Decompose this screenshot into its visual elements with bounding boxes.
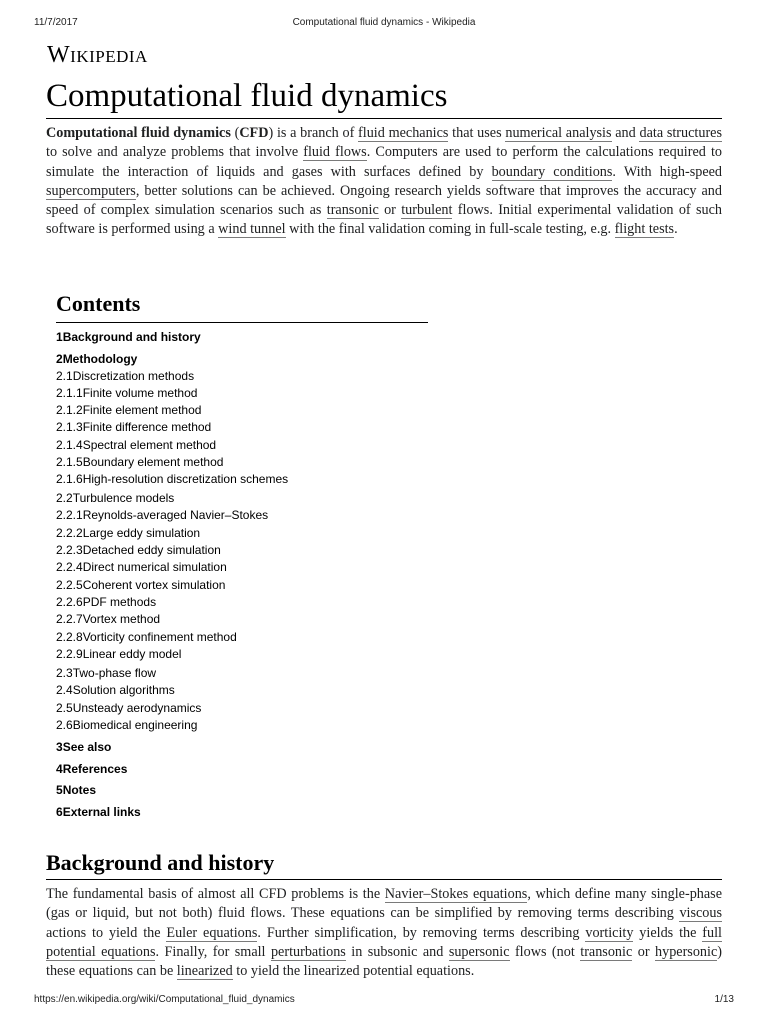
link-transonic[interactable]: transonic [326,202,379,219]
toc-link[interactable]: Boundary element method [82,455,224,470]
history-text: yields the [633,924,703,941]
toc-row[interactable] [56,559,428,576]
toc-link[interactable]: Linear eddy model [82,646,182,661]
toc-title: Contents [56,290,428,323]
toc-number: 2.1.1 [56,385,83,400]
toc-number: 2.6 [56,718,73,733]
toc-item-2-2-5 [56,577,428,594]
toc-number: 2.1.3 [56,420,83,435]
intro-text: with the final validation coming in full-scale testing, e.g. [285,221,615,238]
toc-link[interactable]: Notes [62,783,97,798]
link-flight-tests[interactable]: flight tests [614,221,675,238]
toc-link[interactable]: External links [62,804,141,819]
link-hypersonic[interactable]: hypersonic [655,943,718,960]
toc-sublist [56,385,428,489]
intro-paragraph [46,124,722,240]
toc-link[interactable]: Coherent vortex simulation [82,577,226,592]
toc-link[interactable]: Discretization methods [72,368,195,383]
link-euler-equations[interactable]: Euler equations [166,924,258,941]
toc-link[interactable]: Finite difference method [82,420,212,435]
toc-row[interactable] [56,665,428,682]
toc-item-2-2-6 [56,594,428,611]
link-full-potential-equations[interactable]: full potential equations [46,924,722,960]
link-wind-tunnel[interactable]: wind tunnel [218,221,286,238]
link-transonic-2[interactable]: transonic [580,943,633,960]
intro-text: . Computers are used to perform the calculations required to simulate the interaction of liquids and gases with surfaces defined by [46,144,722,180]
toc-number: 2.2.4 [56,560,83,575]
toc-number: 2.2.9 [56,646,83,661]
link-data-structures[interactable]: data structures [639,125,723,141]
toc-sublist [56,368,428,735]
toc-item-2-2-2 [56,525,428,542]
toc-row[interactable] [56,682,428,699]
toc-row[interactable] [56,629,428,646]
link-vorticity[interactable]: vorticity [585,924,634,941]
toc-item-3 [56,738,428,756]
print-header [34,17,734,31]
toc-number: 2.1.6 [56,472,83,487]
intro-term: Computational fluid dynamics [46,125,231,141]
intro-text: flows. Initial experimental validation of such software is performed using a [46,202,722,238]
toc-number: 2.1.2 [56,403,83,418]
toc-row[interactable] [56,385,428,402]
history-text: ) these equations can be [46,943,722,980]
toc-link[interactable]: Turbulence models [72,491,175,506]
intro-text: that uses [448,125,506,141]
toc-item-1 [56,328,428,346]
link-numerical-analysis[interactable]: numerical analysis [505,125,612,141]
toc-item-2-1-2 [56,402,428,419]
section-heading-background: Background and history [46,849,722,880]
toc-row[interactable] [56,781,428,799]
toc-item-2-1-1 [56,385,428,402]
intro-text: ( [230,125,240,141]
toc-number: 2.2.3 [56,543,83,558]
toc-item-2-1-3 [56,419,428,436]
toc-link[interactable]: Vorticity confinement method [82,629,237,644]
toc-number: 4 [56,761,63,776]
link-perturbations[interactable]: perturbations [270,943,346,960]
link-supercomputers[interactable]: supercomputers [46,182,136,199]
print-footer [34,994,734,1008]
toc-number: 1 [56,330,63,344]
toc-row[interactable] [56,700,428,717]
toc-number: 2.2.7 [56,612,83,627]
toc-item-2-5 [56,700,428,717]
toc-link[interactable]: Direct numerical simulation [82,560,227,575]
toc-item-2-2-7 [56,611,428,628]
toc-link[interactable]: Finite volume method [82,385,198,400]
toc-link[interactable]: Solution algorithms [72,683,175,698]
intro-abbrev: CFD [239,125,269,141]
toc-number: 2.4 [56,683,73,698]
toc-item-2-2-1 [56,507,428,524]
toc-row[interactable] [56,577,428,594]
toc-number: 2.1 [56,368,73,383]
print-date: 11/7/2017 [34,17,78,28]
intro-text: . With high-speed [612,163,723,180]
history-text: . Further simplification, by removing terms describing [257,924,586,941]
toc-row[interactable] [56,646,428,663]
link-turbulent[interactable]: turbulent [401,202,453,219]
toc-item-2-1-5 [56,454,428,471]
toc-number: 2.5 [56,700,73,715]
history-text: The fundamental basis of almost all CFD problems is the [46,886,385,902]
toc-row[interactable] [56,738,428,756]
intro-text: or [378,202,402,219]
toc-row[interactable] [56,419,428,436]
toc-number: 5 [56,783,63,798]
toc-link[interactable]: Large eddy simulation [82,525,201,540]
toc-sublist [56,507,428,663]
toc-row[interactable] [56,490,428,507]
toc-number: 2.2.5 [56,577,83,592]
toc-number: 2.2.2 [56,525,83,540]
toc-row[interactable] [56,803,428,821]
table-of-contents [56,290,428,821]
history-text: actions to yield the [46,924,167,941]
link-viscous[interactable]: viscous [679,905,722,922]
toc-item-2-2-3 [56,542,428,559]
print-page-number: 1/13 [714,994,734,1005]
toc-link[interactable]: High-resolution discretization schemes [82,472,289,487]
toc-link[interactable]: Methodology [62,351,138,366]
print-url: https://en.wikipedia.org/wiki/Computational_fluid_dynamics [34,994,295,1005]
history-text: flows (not [509,943,581,960]
toc-item-2-3 [56,665,428,682]
intro-text: , better solutions can be achieved. Ongoing research yields software that improves the accuracy and speed of complex simulation scenarios such as [46,182,722,219]
toc-row[interactable] [56,717,428,734]
toc-number: 2.3 [56,666,73,681]
link-linearized[interactable]: linearized [176,963,233,980]
toc-link[interactable]: Finite element method [82,403,202,418]
toc-number: 2.1.4 [56,437,83,452]
link-fluid-mechanics[interactable]: fluid mechanics [358,125,449,141]
intro-text: to solve and analyze problems that involve [46,144,304,161]
link-navier-stokes[interactable]: Navier–Stokes equations [384,886,528,902]
print-page-title: Computational fluid dynamics - Wikipedia [292,17,476,28]
toc-row[interactable] [56,328,428,346]
toc-row[interactable] [56,437,428,454]
intro-text: and [611,125,640,141]
history-text: to yield the linearized potential equations. [232,963,475,980]
toc-link[interactable]: PDF methods [82,594,157,609]
history-text: in subsonic and [345,943,449,960]
toc-number: 3 [56,739,63,754]
toc-number: 2 [56,351,63,366]
toc-row[interactable] [56,507,428,524]
toc-number: 2.2.1 [56,508,83,523]
history-text: or [632,943,655,960]
toc-link[interactable]: Two-phase flow [72,666,157,681]
toc-item-6 [56,803,428,821]
toc-row[interactable] [56,368,428,385]
toc-link[interactable]: Vortex method [82,612,161,627]
toc-number: 2.1.5 [56,455,83,470]
toc-item-2 [56,350,428,735]
toc-row[interactable] [56,611,428,628]
toc-item-5 [56,781,428,799]
link-supersonic[interactable]: supersonic [448,943,510,960]
toc-item-4 [56,760,428,778]
toc-link[interactable]: Biomedical engineering [72,718,198,733]
toc-item-2-6 [56,717,428,734]
toc-row[interactable] [56,760,428,778]
toc-row[interactable] [56,525,428,542]
toc-item-2-2 [56,490,428,663]
toc-number: 2.2 [56,491,73,506]
toc-link[interactable]: Reynolds-averaged Navier–Stokes [82,508,269,523]
article-title: Computational fluid dynamics [46,76,722,119]
toc-row[interactable] [56,454,428,471]
toc-number: 2.2.6 [56,594,83,609]
toc-item-2-2-4 [56,559,428,576]
toc-item-2-2-8 [56,629,428,646]
link-boundary-conditions[interactable]: boundary conditions [491,163,613,180]
toc-item-2-1-6 [56,471,428,488]
wikipedia-logo[interactable]: Wikipedia [47,42,148,68]
toc-row[interactable] [56,542,428,559]
toc-row[interactable] [56,471,428,488]
toc-item-2-1 [56,368,428,489]
toc-row[interactable] [56,594,428,611]
history-paragraph [46,885,722,981]
toc-link[interactable]: Unsteady aerodynamics [72,700,202,715]
toc-item-2-2-9 [56,646,428,663]
toc-link[interactable]: Spectral element method [82,437,217,452]
intro-text: . [674,221,678,238]
toc-number: 6 [56,804,63,819]
toc-link[interactable]: Background and history [62,330,201,344]
link-fluid-flows[interactable]: fluid flows [303,144,367,161]
toc-link[interactable]: References [62,761,128,776]
toc-item-2-1-4 [56,437,428,454]
toc-number: 2.2.8 [56,629,83,644]
history-text: , which define many single-phase (gas or liquid, but not both) fluid flows. These equations can be simplified by removing terms describing [46,886,722,922]
toc-link[interactable]: Detached eddy simulation [82,543,221,558]
toc-row[interactable] [56,350,428,368]
intro-text: ) is a branch of [268,125,359,141]
toc-list [56,328,428,821]
toc-row[interactable] [56,402,428,419]
toc-link[interactable]: See also [62,739,112,754]
history-text: . Finally, for small [155,943,271,960]
toc-item-2-4 [56,682,428,699]
